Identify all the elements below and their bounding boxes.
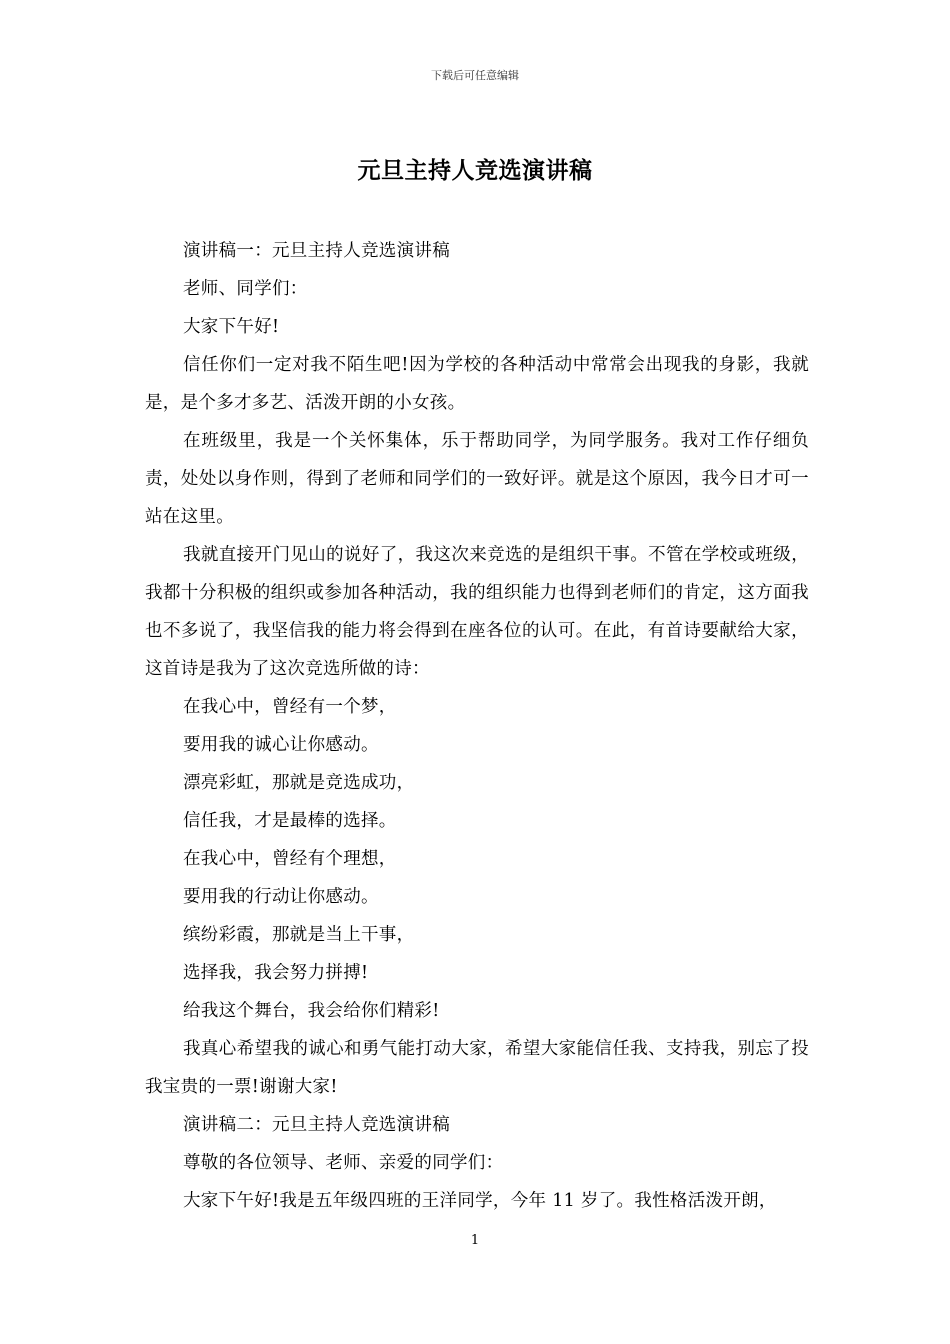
paragraph: 演讲稿二：元旦主持人竞选演讲稿	[183, 1115, 450, 1135]
poem-line: 给我这个舞台，我会给你们精彩!	[183, 1001, 440, 1021]
poem-line: 要用我的诚心让你感动。	[183, 735, 379, 755]
paragraph: 在班级里，我是一个关怀集体，乐于帮助同学，为同学服务。我对工作仔细负责，处处以身作则，得到了老师和同学们的一致好评。就是这个原因，我今日才可一站在这里。	[145, 431, 809, 527]
poem-line: 在我心中，曾经有个理想，	[183, 849, 397, 869]
poem-line: 选择我，我会努力拼搏!	[183, 963, 369, 983]
poem-line: 缤纷彩霞，那就是当上干事，	[183, 925, 415, 945]
document-title: 元旦主持人竞选演讲稿	[357, 157, 593, 184]
paragraph: 大家下午好!	[183, 317, 280, 337]
poem-line: 信任我，才是最棒的选择。	[183, 811, 397, 831]
poem-line: 在我心中，曾经有一个梦，	[183, 697, 397, 717]
page-number: 1	[470, 1233, 480, 1248]
paragraph: 大家下午好!我是五年级四班的王洋同学，今年 11 岁了。我性格活泼开朗，	[183, 1191, 777, 1211]
poem-line: 要用我的行动让你感动。	[183, 887, 379, 907]
document-body	[145, 232, 809, 1220]
paragraph: 信任你们一定对我不陌生吧!因为学校的各种活动中常常会出现我的身影，我就是，是个多才多艺、活泼开朗的小女孩。	[145, 355, 809, 413]
paragraph: 我真心希望我的诚心和勇气能打动大家，希望大家能信任我、支持我，别忘了投我宝贵的一票!谢谢大家!	[145, 1039, 809, 1097]
header-note: 下载后可任意编辑	[431, 69, 519, 82]
paragraph: 我就直接开门见山的说好了，我这次来竞选的是组织干事。不管在学校或班级，我都十分积极的组织或参加各种活动，我的组织能力也得到老师们的肯定，这方面我也不多说了，我坚信我的能力将会得到在座各位的认可。在此，有首诗要献给大家，这首诗是我为了这次竞选所做的诗：	[145, 545, 809, 679]
paragraph: 演讲稿一：元旦主持人竞选演讲稿	[183, 241, 450, 261]
poem-line: 漂亮彩虹，那就是竞选成功，	[183, 773, 415, 793]
paragraph: 老师、同学们：	[183, 279, 308, 299]
paragraph: 尊敬的各位领导、老师、亲爱的同学们：	[183, 1153, 504, 1173]
